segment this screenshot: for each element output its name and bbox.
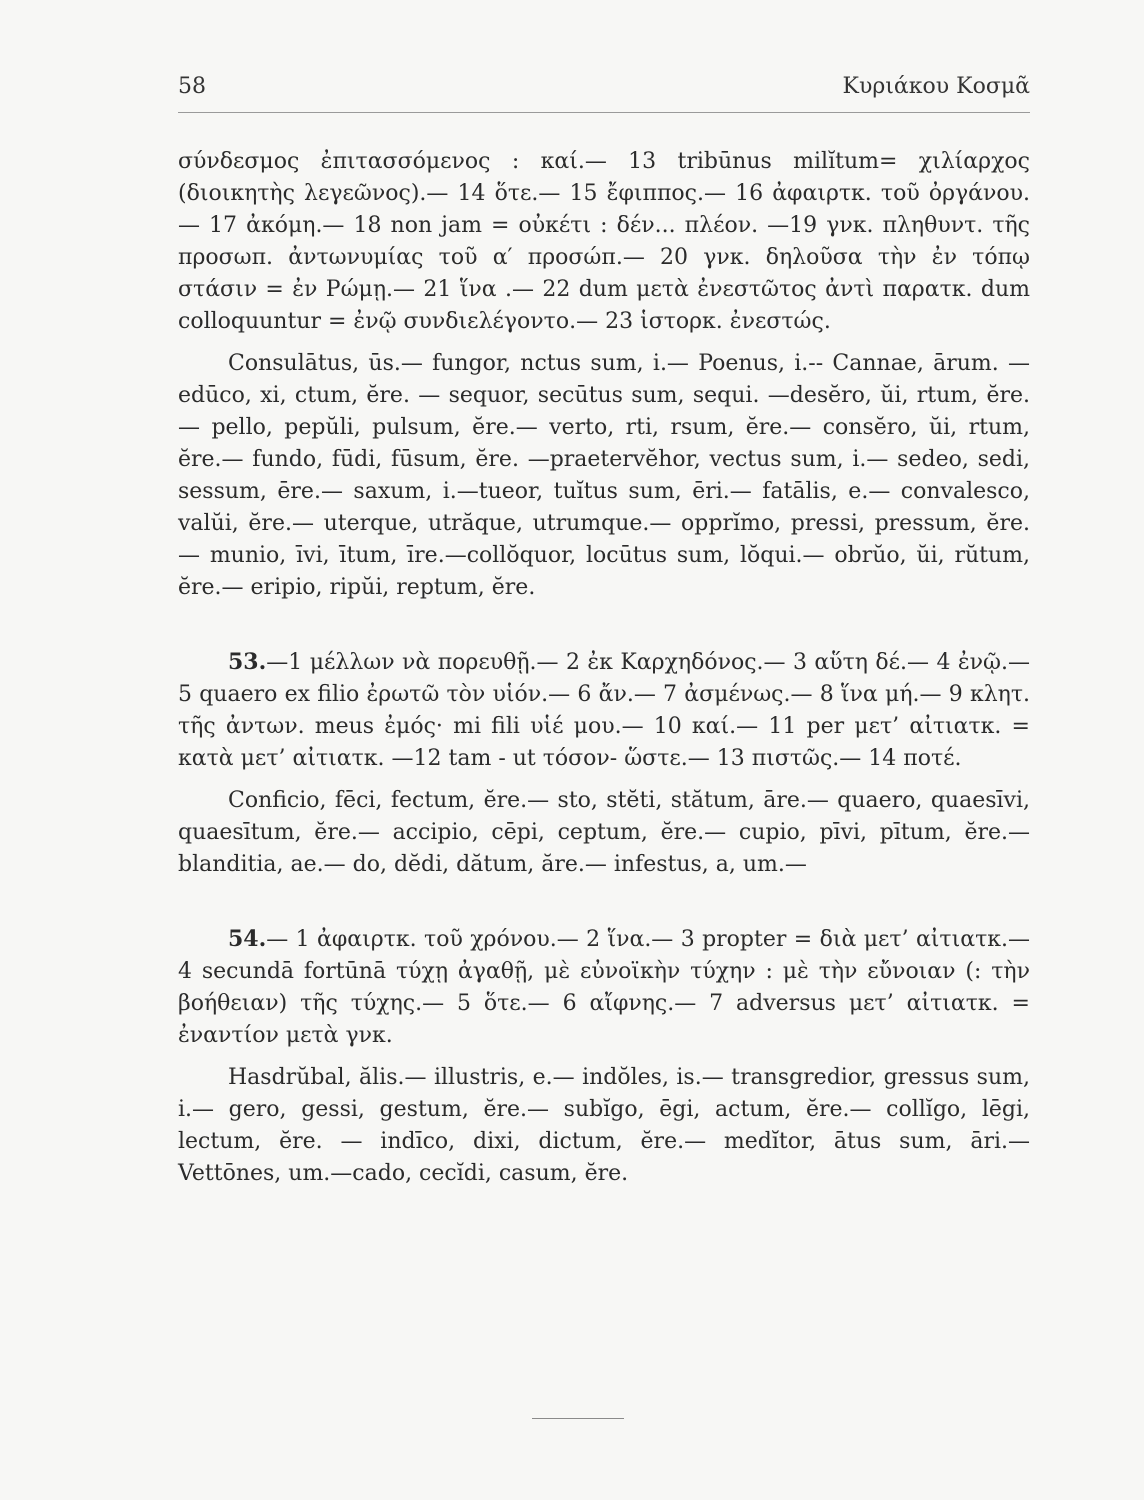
paragraph-vocab-54: Hasdrŭbal, ălis.— illustris, e.— indŏles, is.— transgredior, gressus sum, i.— gero, gessi, gestum, ĕre.— subĭgo, ēgi, actum, ĕre.— collĭgo, lēgi, lectum, ĕre. — indīco, dixi, dictum, ĕre.— medĭtor, ātus sum, āri.— Vettōnes, um.—cado, cecĭdi, casum, ĕre. (178, 1065, 1030, 1186)
section-number-54: 54. (228, 926, 267, 952)
notes-54-text: — 1 ἀφαιρτκ. τοῦ χρόνου.— 2 ἵνα.— 3 propter = διὰ μετ’ αἰτιατκ.— 4 secundā fortūnā τύχῃ ἀγαθῇ, μὲ εὐνοϊκὴν τύχην : μὲ τὴν εὔνοιαν (: τὴν βοήθειαν) τῆς τύχης.— 5 ὅτε.— 6 αἴφνης.— 7 adversus μετ’ αἰτιατκ. = ἐναντίον μετὰ γνκ. (178, 927, 1030, 1048)
running-title: Κυριάκου Κοσμᾶ (842, 74, 1030, 99)
section-number-53: 53. (228, 649, 267, 675)
paragraph-vocab-52: Consulātus, ūs.— fungor, nctus sum, i.— Poenus, i.-- Cannae, ārum. — edūco, xi, ctum, ĕre. — sequor, secūtus sum, sequi. —desĕro, ŭi, rtum, ĕre.— pello, pepŭli, pulsum, ĕre.— verto, rti, rsum, ĕre.— consĕro, ŭi, rtum, ĕre.— fundo, fūdi, fūsum, ĕre. —praetervĕhor, vectus sum, i.— sedeo, sedi, sessum, ēre.— saxum, i.—tueor, tuĭtus sum, ēri.— fatālis, e.— convalesco, valŭi, ĕre.— uterque, utrăque, utrumque.— opprĭmo, pressi, pressum, ĕre.— munio, īvi, ītum, īre.—collŏquor, locūtus sum, lŏqui.— obrŭo, ŭi, rŭtum, ĕre.— eripio, ripŭi, reptum, ĕre. (178, 351, 1030, 600)
page-number: 58 (178, 74, 206, 99)
paragraph-notes-53 (178, 646, 1030, 775)
page-header (178, 74, 1030, 106)
page-body (178, 146, 1030, 1190)
notes-53-text: —1 μέλλων νὰ πορευθῇ.— 2 ἐκ Καρχηδόνος.— 3 αὕτη δέ.— 4 ἐνῷ.— 5 quaero ex filio ἐρωτῶ τὸν υἱόν.— 6 ἄν.— 7 ἀσμένως.— 8 ἵνα μή.— 9 κλητ. τῆς ἀντων. meus ἐμός· mi fili υἱέ μου.— 10 καί.— 11 per μετ’ αἰτιατκ. = κατὰ μετ’ αἰτιατκ. —12 tam - ut τόσον- ὥστε.— 13 πιστῶς.— 14 ποτέ. (178, 650, 1030, 771)
paragraph-notes-52: σύνδεσμος ἐπιτασσόμενος : καί.— 13 tribūnus milĭtum= χιλίαρχος (διοικητὴς λεγεῶνος).— 14 ὅτε.— 15 ἔφιππος.— 16 ἀφαιρτκ. τοῦ ὀργάνου.— 17 ἀκόμη.— 18 non jam = οὐκέτι : δέν... πλέον. —19 γνκ. πληθυντ. τῆς προσωπ. ἀντωνυμίας τοῦ α′ προσώπ.— 20 γνκ. δηλοῦσα τὴν ἐν τόπῳ στάσιν = ἐν Ρώμῃ.— 21 ἵνα .— 22 dum μετὰ ἐνεστῶτος ἀντὶ παρατκ. dum colloquuntur = ἐνῷ συνδιελέγοντο.— 23 ἱστορκ. ἐνεστώς. (178, 149, 1030, 334)
header-rule (178, 112, 1030, 113)
paragraph-notes-54 (178, 923, 1030, 1052)
footer-rule (532, 1418, 624, 1419)
paragraph-vocab-53: Conficio, fēci, fectum, ĕre.— sto, stĕti, stătum, āre.— quaero, quaesīvi, quaesītum, ĕre.— accipio, cēpi, ceptum, ĕre.— cupio, pīvi, pītum, ĕre.— blanditia, ae.— do, dĕdi, dătum, ăre.— infestus, a, um.— (178, 788, 1030, 877)
